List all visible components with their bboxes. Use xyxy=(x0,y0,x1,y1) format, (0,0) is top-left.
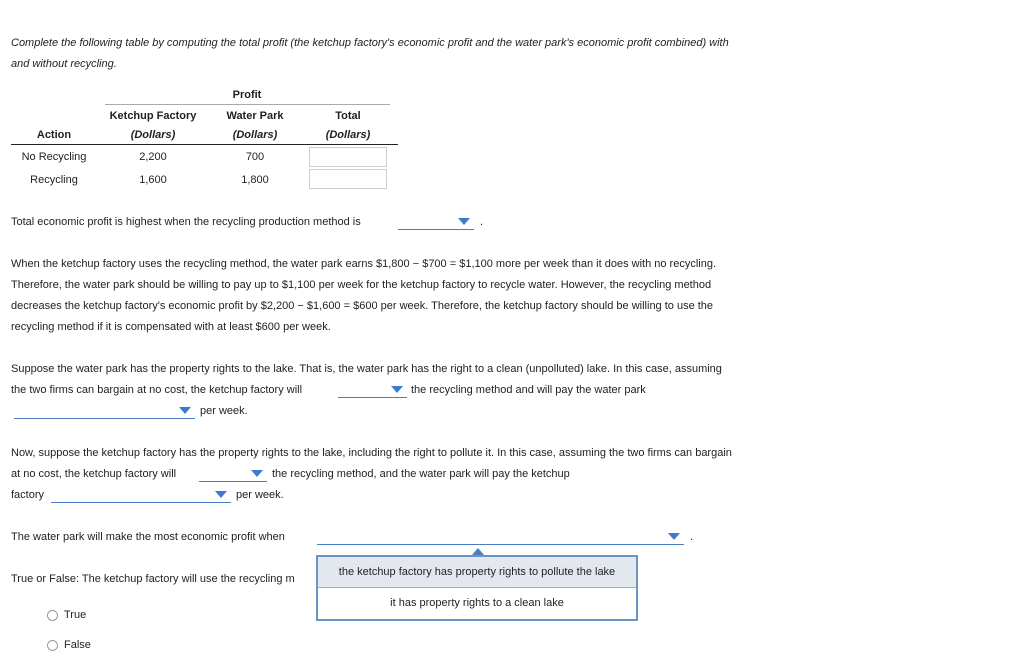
ketchup-rights-line-2a: at no cost, the ketchup factory will xyxy=(11,468,177,480)
row-water-value: 700 xyxy=(245,151,265,163)
header-divider xyxy=(11,144,398,145)
ketchup-rights-action-dropdown[interactable] xyxy=(199,467,267,482)
total-input-no-recycling[interactable] xyxy=(309,147,387,167)
radio-true[interactable] xyxy=(47,610,58,621)
true-label: True xyxy=(64,609,87,621)
highest-profit-dropdown[interactable] xyxy=(398,215,474,230)
row-ketchup-value: 1,600 xyxy=(139,174,167,186)
water-rights-line-1: Suppose the water park has the property rights to the lake. That is, the water park has the right to a clean (unpolluted) lake. In this case, assuming xyxy=(11,363,722,375)
row-action: Recycling xyxy=(30,174,78,186)
ketchup-rights-line-1: Now, suppose the ketchup factory has the property rights to the lake, including the right to pollute it. In this case, assuming the two firms can bargain xyxy=(11,447,732,459)
chevron-down-icon xyxy=(391,386,403,393)
table-group-header: Profit xyxy=(232,89,262,101)
popup-option-pollute[interactable]: the ketchup factory has property rights to pollute the lake xyxy=(318,557,636,588)
water-rights-line-2a: the two firms can bargain at no cost, the ketchup factory will xyxy=(11,384,303,396)
col-water-header: Water Park xyxy=(226,110,284,122)
popup-option-clean-lake[interactable]: it has property rights to a clean lake xyxy=(390,597,564,609)
highest-profit-prompt: Total economic profit is highest when the recycling production method is xyxy=(11,216,361,228)
ketchup-rights-line-2b: the recycling method, and the water park will pay the ketchup xyxy=(272,468,570,480)
chevron-down-icon xyxy=(215,491,227,498)
row-action: No Recycling xyxy=(21,151,87,163)
ketchup-rights-line-3b: per week. xyxy=(236,489,284,501)
row-water-value: 1,800 xyxy=(241,174,269,186)
highest-profit-period: . xyxy=(480,216,484,228)
instructions-line-2: and without recycling. xyxy=(11,58,117,70)
col-ketchup-unit: (Dollars) xyxy=(130,129,176,141)
col-total-header: Total xyxy=(335,110,361,122)
water-rights-amount-dropdown[interactable] xyxy=(14,404,195,419)
radio-false[interactable] xyxy=(47,640,58,651)
ketchup-rights-line-3a: factory xyxy=(11,489,45,501)
dropdown-popup xyxy=(316,555,638,621)
explanation-line-4: recycling method if it is compensated with at least $600 per week. xyxy=(11,321,331,333)
explanation-line-3: decreases the ketchup factory's economic profit by $2,200 − $1,600 = $600 per week. Therefore, the ketchup factory should be willing to use the xyxy=(11,300,714,312)
col-ketchup-header: Ketchup Factory xyxy=(109,110,197,122)
chevron-down-icon xyxy=(458,218,470,225)
ketchup-rights-amount-dropdown[interactable] xyxy=(51,488,231,503)
explanation-line-2: Therefore, the water park should be willing to pay up to $1,100 per week for the ketchup factory to recycle water. However, the recycling method xyxy=(11,279,712,291)
chevron-down-icon xyxy=(668,533,680,540)
most-profit-prompt: The water park will make the most economic profit when xyxy=(11,531,285,543)
explanation-line-1: When the ketchup factory uses the recycling method, the water park earns $1,800 − $700 = $1,100 more per week than it does with no recycling. xyxy=(11,258,717,270)
group-divider xyxy=(105,104,390,105)
popup-arrow-icon xyxy=(472,548,484,555)
water-rights-line-3: per week. xyxy=(200,405,248,417)
water-rights-action-dropdown[interactable] xyxy=(338,383,407,398)
col-water-unit: (Dollars) xyxy=(232,129,278,141)
most-profit-period: . xyxy=(690,531,694,543)
instructions-line-1: Complete the following table by computing the total profit (the ketchup factory's economic profit and the water park's economic profit combined) with xyxy=(11,37,729,49)
most-profit-dropdown[interactable] xyxy=(317,530,684,545)
total-input-recycling[interactable] xyxy=(309,169,387,189)
col-action-header: Action xyxy=(36,129,72,141)
chevron-down-icon xyxy=(251,470,263,477)
water-rights-line-2b: the recycling method and will pay the water park xyxy=(411,384,646,396)
true-false-prompt: True or False: The ketchup factory will use the recycling m xyxy=(11,573,295,585)
false-label: False xyxy=(64,639,91,651)
row-ketchup-value: 2,200 xyxy=(139,151,167,163)
col-total-unit: (Dollars) xyxy=(325,129,371,141)
chevron-down-icon xyxy=(179,407,191,414)
